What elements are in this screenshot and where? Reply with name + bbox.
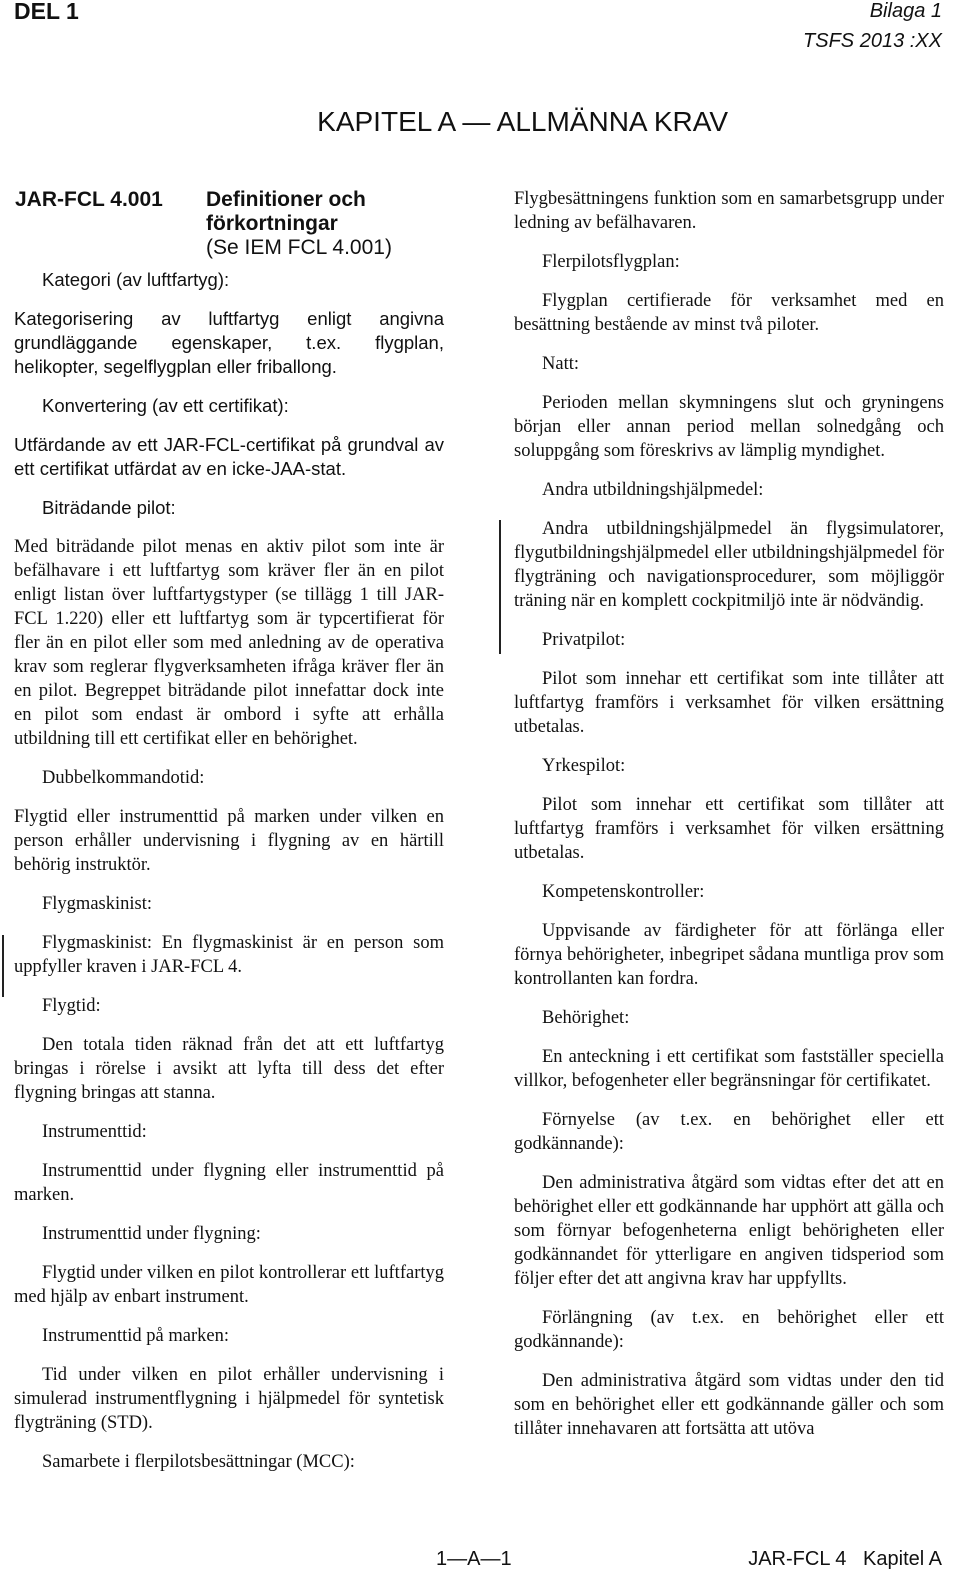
definition-text: Den administrativa åtgärd som vidtas under den tid som en behörighet eller ett godkännande gäller och som tillåter innehavaren att fortsätta att utöva — [514, 1371, 944, 1439]
section-heading — [14, 188, 444, 296]
definition-text: Flygplan certifierade för verksamhet med en besättning bestående av minst två piloter. — [514, 291, 944, 335]
part-label: DEL 1 — [14, 0, 79, 24]
definition-text: En anteckning i ett certifikat som fastställer speciella villkor, befogenheter eller begränsningar för certifikatet. — [514, 1047, 944, 1091]
footer-document: JAR-FCL 4 Kapitel A — [748, 1548, 942, 1570]
annex-label: Bilaga 1 — [869, 0, 942, 22]
left-column — [14, 188, 444, 1489]
definition-text: Flygtid eller instrumenttid på marken under vilken en person erhåller undervisning i flygning av en härtill behörig instruktör. — [14, 807, 444, 875]
definition-text: Med biträdande pilot menas en aktiv pilot som inte är befälhavare i ett luftfartyg som kräver fler än en pilot enligt listan över luftfartygstyper (se tillägg 1 till JAR-FCL 1.220) eller ett luftfartyg som är typcertifierat för fler än en pilot eller som med anledning av de operativa krav som reglerar flygverksamheten ifråga kräver fler än en pilot. Begreppet biträdande pilot innefattar dock inte en pilot som endast är ombord i syfte att erhålla utbildning till ett certifikat eller en behörighet. — [14, 537, 444, 749]
definition-term: Flygmaskinist: — [42, 894, 152, 914]
definition-text: Utfärdande av ett JAR-FCL-certifikat på grundval av ett certifikat utfärdat av en icke-JAA-stat. — [14, 434, 444, 479]
definition-text: Pilot som innehar ett certifikat som inte tillåter att luftfartyg framförs i verksamhet för vilken ersättning utbetalas. — [514, 669, 944, 737]
definition-term: Natt: — [542, 354, 579, 374]
definition-term: Privatpilot: — [542, 630, 626, 650]
definition-text: Tid under vilken en pilot erhåller undervisning i simulerad instrumentflygning i hjälpmedel för syntetisk flygträning (STD). — [14, 1365, 444, 1433]
definition-text: Flygtid under vilken en pilot kontrollerar ett luftfartyg med hjälp av enbart instrument. — [14, 1263, 444, 1307]
chapter-title: KAPITEL A — ALLMÄNNA KRAV — [317, 106, 728, 137]
definition-term: Förlängning (av t.ex. en behörighet eller ett godkännande): — [514, 1308, 944, 1352]
change-bar-left — [2, 935, 4, 997]
definition-term: Instrumenttid under flygning: — [42, 1224, 261, 1244]
definition-term: Biträdande pilot: — [42, 497, 176, 518]
definition-term: Kategori (av luftfartyg): — [42, 269, 230, 290]
definition-term: Konvertering (av ett certifikat): — [42, 395, 289, 416]
section-reference: (Se IEM FCL 4.001) — [206, 236, 392, 259]
definition-text: Uppvisande av färdigheter för att förlänga eller förnya behörigheter, inbegripet sådana muntliga prov som kontrollanten kan fordra. — [514, 921, 944, 989]
definition-term: Förnyelse (av t.ex. en behörighet eller ett godkännande): — [514, 1110, 944, 1154]
section-title-line1: Definitioner och — [206, 188, 366, 211]
right-column — [514, 187, 944, 1456]
section-title-line2: förkortningar — [206, 212, 338, 235]
section-title — [206, 188, 366, 236]
definition-text: Den administrativa åtgärd som vidtas efter det att en behörighet eller ett godkännande har upphört att gälla och som förnyar befogenheterna enligt behörigheten eller godkännandet för ytterligare en angiven tidsperiod som följer efter det att angivna krav har uppfyllts. — [514, 1173, 944, 1289]
definition-term: Instrumenttid på marken: — [42, 1326, 230, 1346]
definition-term: Flerpilotsflygplan: — [542, 252, 680, 272]
definition-text: Instrumenttid under flygning eller instrumenttid på marken. — [14, 1161, 444, 1205]
definition-text: Den totala tiden räknad från det att ett luftfartyg bringas i rörelse i avsikt att lyfta till dess det efter flygning bringas att stanna. — [14, 1035, 444, 1103]
definition-text: Perioden mellan skymningens slut och gryningens början eller annan period mellan solnedgång och soluppgång som föreskrivs av lämplig myndighet. — [514, 393, 944, 461]
definition-term: Kompetenskontroller: — [542, 882, 705, 902]
definition-term: Yrkespilot: — [542, 756, 626, 776]
definition-text: Pilot som innehar ett certifikat som tillåter att luftfartyg framförs i verksamhet för vilken ersättning utbetalas. — [514, 795, 944, 863]
definition-term: Instrumenttid: — [42, 1122, 147, 1142]
definition-term: Andra utbildningshjälpmedel: — [542, 480, 764, 500]
page-number: 1—A—1 — [436, 1548, 512, 1570]
definition-text: Kategorisering av luftfartyg enligt angivna grundläggande egenskaper, t.ex. flygplan, helikopter, segelflygplan eller friballong. — [14, 308, 444, 377]
definition-text: Andra utbildningshjälpmedel än flygsimulatorer, flygutbildningshjälpmedel eller utbildningshjälpmedel för flygträning och navigationsprocedurer, som möjliggör träning när en komplett cockpitmiljö inte är nödvändig. — [514, 519, 944, 611]
section-code: JAR-FCL 4.001 — [15, 188, 163, 211]
definition-text: Flygmaskinist: En flygmaskinist är en person som uppfyller kraven i JAR-FCL 4. — [14, 933, 444, 977]
change-bar-right — [499, 520, 501, 654]
regulation-label: TSFS 2013 :XX — [803, 30, 942, 52]
definition-term: Dubbelkommandotid: — [42, 768, 205, 788]
definition-term: Samarbete i flerpilotsbesättningar (MCC): — [42, 1452, 355, 1472]
definition-term: Behörighet: — [542, 1008, 630, 1028]
definition-text: Flygbesättningens funktion som en samarbetsgrupp under ledning av befälhavaren. — [514, 189, 944, 233]
definition-term: Flygtid: — [42, 996, 101, 1016]
